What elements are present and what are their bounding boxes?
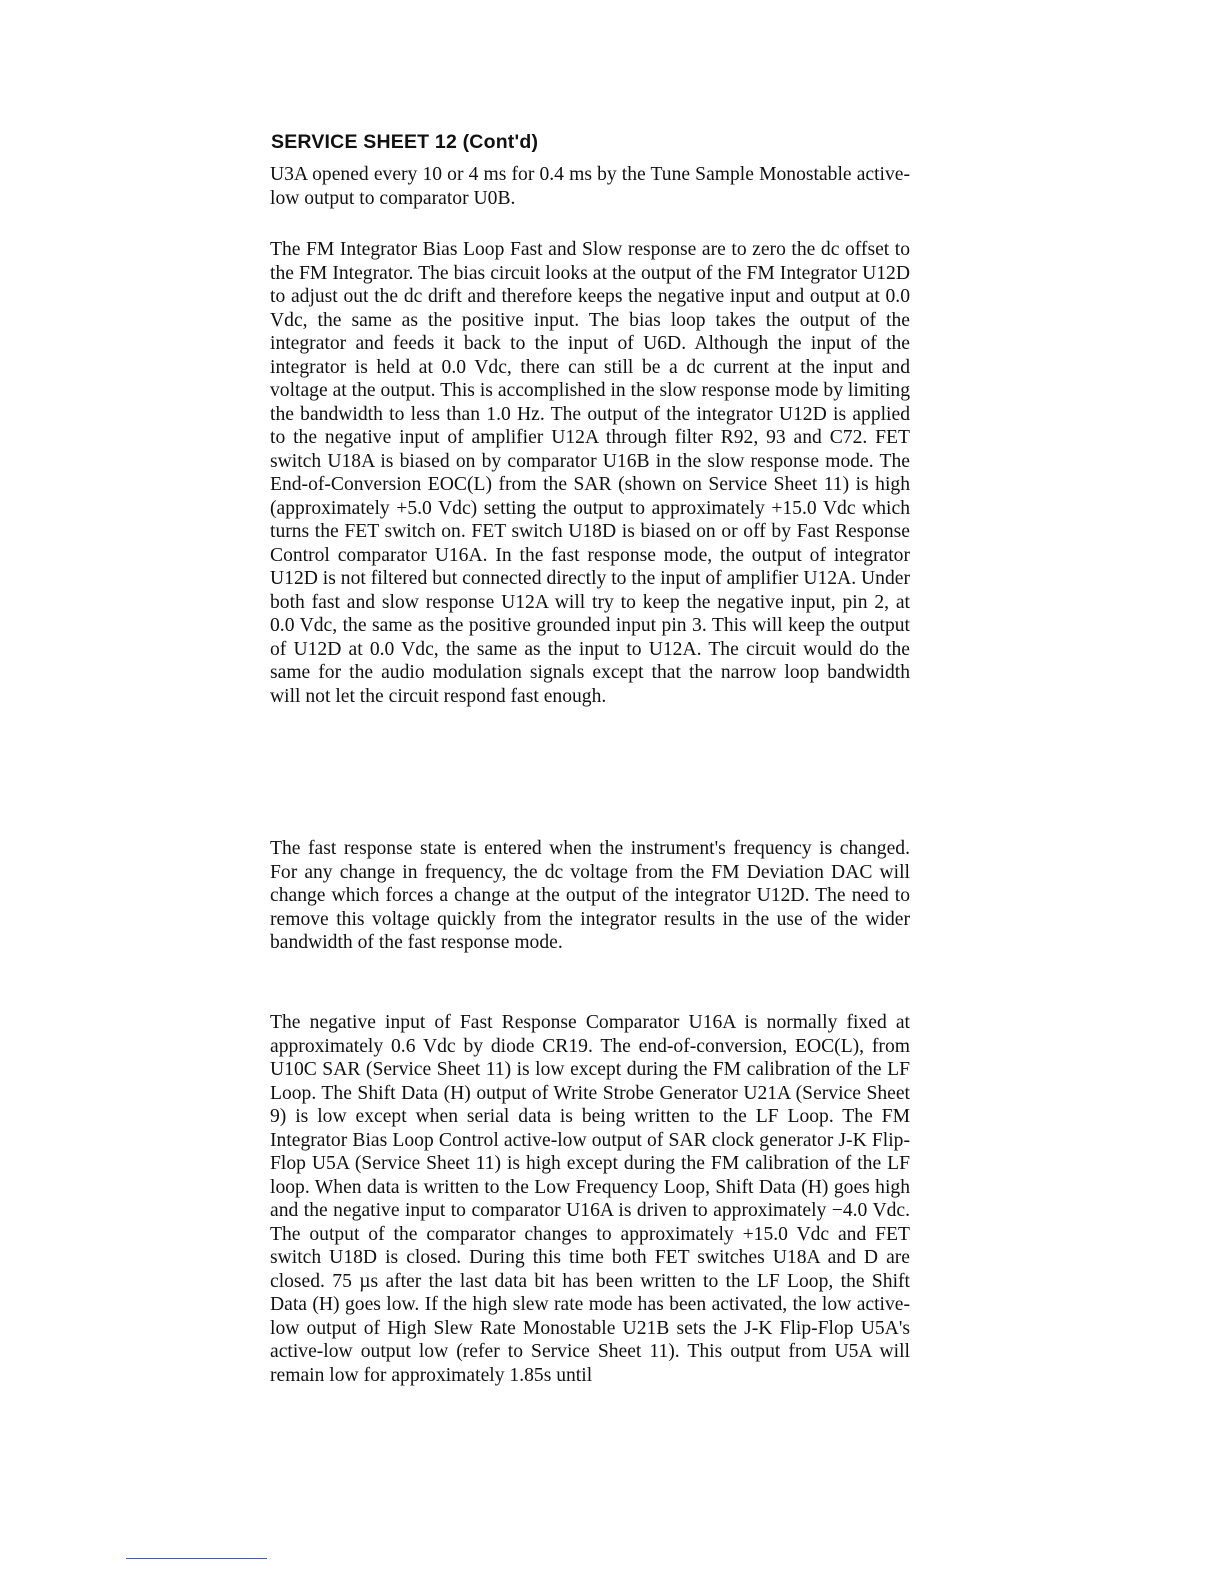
paragraph-bias-loop: The FM Integrator Bias Loop Fast and Slow response are to zero the dc offset to the FM Integrator. The bias circuit looks at the output of the FM Integrator U12D to adjust out the dc drift and therefore keeps the negative input and output at 0.0 Vdc, the same as the positive input. The bias loop takes the output of the integrator and feeds it back to the input of U6D. Although the input of the integrator is held at 0.0 Vdc, there can still be a dc current at the input and voltage at the output. This is accomplished in the slow response mode by limiting the bandwidth to less than 1.0 Hz. The output of the integrator U12D is applied to the negative input of amplifier U12A through filter R92, 93 and C72. FET switch U18A is biased on by comparator U16B in the slow response mode. The End-of-Conversion EOC(L) from the SAR (shown on Service Sheet 11) is high (approximately +5.0 Vdc) setting the output to approximately +15.0 Vdc which turns the FET switch on. FET switch U18D is biased on or off by Fast Response Control comparator U16A. In the fast response mode, the output of integrator U12D is not filtered but connected directly to the input of amplifier U12A. Under both fast and slow response U12A will try to keep the negative input, pin 2, at 0.0 Vdc, the same as the positive grounded input pin 3. This will keep the output of U12D at 0.0 Vdc, the same as the input to U12A. The circuit would do the same for the audio modulation signals except that the narrow loop bandwidth will not let the circuit respond fast enough. <box>270 239 910 707</box>
section-heading: SERVICE SHEET 12 (Cont'd) <box>271 131 539 153</box>
paragraph-fast-response-comparator: The negative input of Fast Response Comparator U16A is normally fixed at approximately 0.6 Vdc by diode CR19. The end-of-conversion, EOC(L), from U10C SAR (Service Sheet 11) is low except during the FM calibration of the LF Loop. The Shift Data (H) output of Write Strobe Generator U21A (Service Sheet 9) is low except when serial data is being written to the LF Loop. The FM Integrator Bias Loop Control active-low output of SAR clock generator J-K Flip-Flop U5A (Service Sheet 11) is high except during the FM calibration of the LF loop. When data is written to the Low Frequency Loop, Shift Data (H) goes high and the negative input to comparator U16A is driven to approximately −4.0 Vdc. The output of the comparator changes to approximately +15.0 Vdc and FET switch U18D is closed. During this time both FET switches U18A and D are closed. 75 µs after the last data bit has been written to the LF Loop, the Shift Data (H) goes low. If the high slew rate mode has been activated, the low active-low output of High Slew Rate Monostable U21B sets the J-K Flip-Flop U5A's active-low output low (refer to Service Sheet 11). This output from U5A will remain low for approximately 1.85s until <box>270 1012 910 1386</box>
paragraph-fast-response-state: The fast response state is entered when the instrument's frequency is changed. For any change in frequency, the dc voltage from the FM Deviation DAC will change which forces a change at the output of the integrator U12D. The need to remove this voltage quickly from the integrator results in the use of the wider bandwidth of the fast response mode. <box>270 838 910 953</box>
paragraph-tune-sample: U3A opened every 10 or 4 ms for 0.4 ms by the Tune Sample Monostable active-low output to comparator U0B. <box>270 164 910 209</box>
footnote-divider <box>126 1558 267 1559</box>
